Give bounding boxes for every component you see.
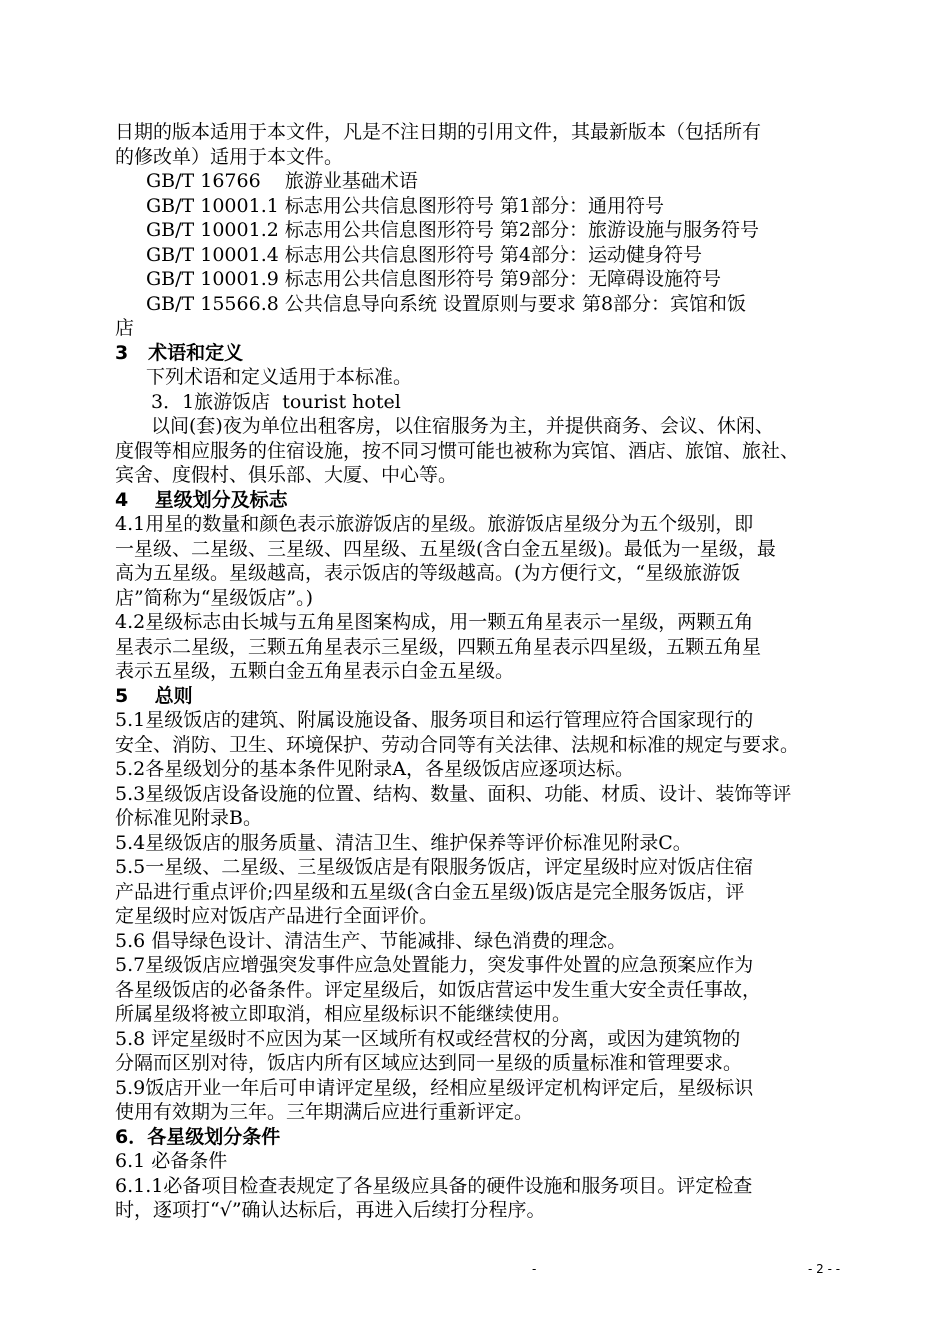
section-heading: 6．各星级划分条件 (115, 1125, 281, 1148)
footer-dash: - (532, 1262, 537, 1276)
paragraph: 5.9饭店开业一年后可申请评定星级，经相应星级评定机构评定后，星级标识 (115, 1076, 754, 1099)
paragraph: 4.2星级标志由长城与五角星图案构成，用一颗五角星表示一星级，两颗五角 (115, 611, 754, 633)
paragraph: 时，逐项打“√”确认达标后，再进入后续打分程序。 (115, 1199, 546, 1221)
body-text: 日期的版本适用于本文件，凡是不注日期的引用文件，其最新版本（包括所有 (115, 121, 762, 143)
paragraph: 价标准见附录B。 (115, 807, 262, 829)
paragraph: 5.7星级饭店应增强突发事件应急处置能力，突发事件处置的应急预案应作为 (115, 954, 754, 976)
paragraph: 店”简称为“星级饭店”。) (115, 586, 314, 609)
normative-reference: GB/T 10001.4 标志用公共信息图形符号 第4部分：运动健身符号 (146, 243, 702, 266)
normative-reference: GB/T 15566.8 公共信息导向系统 设置原则与要求 第8部分：宾馆和饭 (146, 292, 747, 315)
paragraph: 表示五星级，五颗白金五角星表示白金五星级。 (115, 660, 515, 682)
paragraph: 6.1.1必备项目检查表规定了各星级应具备的硬件设施和服务项目。评定检查 (115, 1174, 753, 1197)
paragraph: 产品进行重点评价;四星级和五星级(含白金五星级)饭店是完全服务饭店，评 (115, 880, 745, 903)
paragraph: 一星级、二星级、三星级、四星级、五星级(含白金五星级)。最低为一星级，最 (115, 537, 776, 560)
paragraph: 5.2各星级划分的基本条件见附录A，各星级饭店应逐项达标。 (115, 758, 634, 780)
normative-reference: GB/T 10001.2 标志用公共信息图形符号 第2部分：旅游设施与服务符号 (146, 219, 759, 241)
normative-reference: GB/T 10001.9 标志用公共信息图形符号 第9部分：无障碍设施符号 (146, 268, 721, 290)
paragraph: 下列术语和定义适用于本标准。 (146, 366, 413, 388)
normative-reference: GB/T 10001.1 标志用公共信息图形符号 第1部分：通用符号 (146, 194, 664, 217)
subsection-heading: 6.1 必备条件 (115, 1150, 228, 1172)
page-number: - 2 - - (808, 1262, 841, 1276)
paragraph: 安全、消防、卫生、环境保护、劳动合同等有关法律、法规和标准的规定与要求。 (115, 733, 800, 756)
paragraph: 星表示二星级，三颗五角星表示三星级，四颗五角星表示四星级，五颗五角星 (115, 635, 762, 658)
section-heading: 5 总则 (115, 684, 193, 707)
paragraph: 各星级饭店的必备条件。评定星级后，如饭店营运中发生重大安全责任事故， (115, 978, 762, 1001)
section-heading: 4 星级划分及标志 (115, 488, 288, 511)
paragraph: 5.8 评定星级时不应因为某一区域所有权或经营权的分离，或因为建筑物的 (115, 1027, 741, 1050)
paragraph: 以间(套)夜为单位出租客房，以住宿服务为主，并提供商务、会议、休闲、 (151, 415, 774, 437)
paragraph: 5.3星级饭店设备设施的位置、结构、数量、面积、功能、材质、设计、装饰等评 (115, 782, 792, 805)
paragraph: 所属星级将被立即取消，相应星级标识不能继续使用。 (115, 1003, 572, 1025)
paragraph: 4.1用星的数量和颜色表示旅游饭店的星级。旅游饭店星级分为五个级别，即 (115, 513, 754, 535)
paragraph: 5.5一星级、二星级、三星级饭店是有限服务饭店，评定星级时应对饭店住宿 (115, 856, 754, 878)
paragraph: 宾舍、度假村、俱乐部、大厦、中心等。 (115, 464, 458, 486)
normative-reference: GB/T 16766 旅游业基础术语 (146, 170, 418, 192)
term-title: 3．1旅游饭店 tourist hotel (151, 390, 401, 413)
paragraph: 定星级时应对饭店产品进行全面评价。 (115, 905, 439, 927)
paragraph: 度假等相应服务的住宿设施，按不同习惯可能也被称为宾馆、酒店、旅馆、旅社、 (115, 439, 800, 462)
paragraph: 5.1星级饭店的建筑、附属设施设备、服务项目和运行管理应符合国家现行的 (115, 709, 754, 731)
body-text: 的修改单）适用于本文件。 (115, 145, 344, 168)
paragraph: 5.6 倡导绿色设计、清洁生产、节能减排、绿色消费的理念。 (115, 929, 627, 952)
paragraph: 使用有效期为三年。三年期满后应进行重新评定。 (115, 1101, 534, 1123)
document-body (115, 120, 860, 1223)
paragraph: 分隔而区别对待，饭店内所有区域应达到同一星级的质量标准和管理要求。 (115, 1052, 743, 1074)
paragraph: 5.4星级饭店的服务质量、清洁卫生、维护保养等评价标准见附录C。 (115, 831, 692, 854)
normative-reference-continued: 店 (115, 317, 135, 339)
section-heading: 3 术语和定义 (115, 341, 244, 364)
paragraph: 高为五星级。星级越高，表示饭店的等级越高。(为方便行文，“星级旅游饭 (115, 562, 741, 584)
